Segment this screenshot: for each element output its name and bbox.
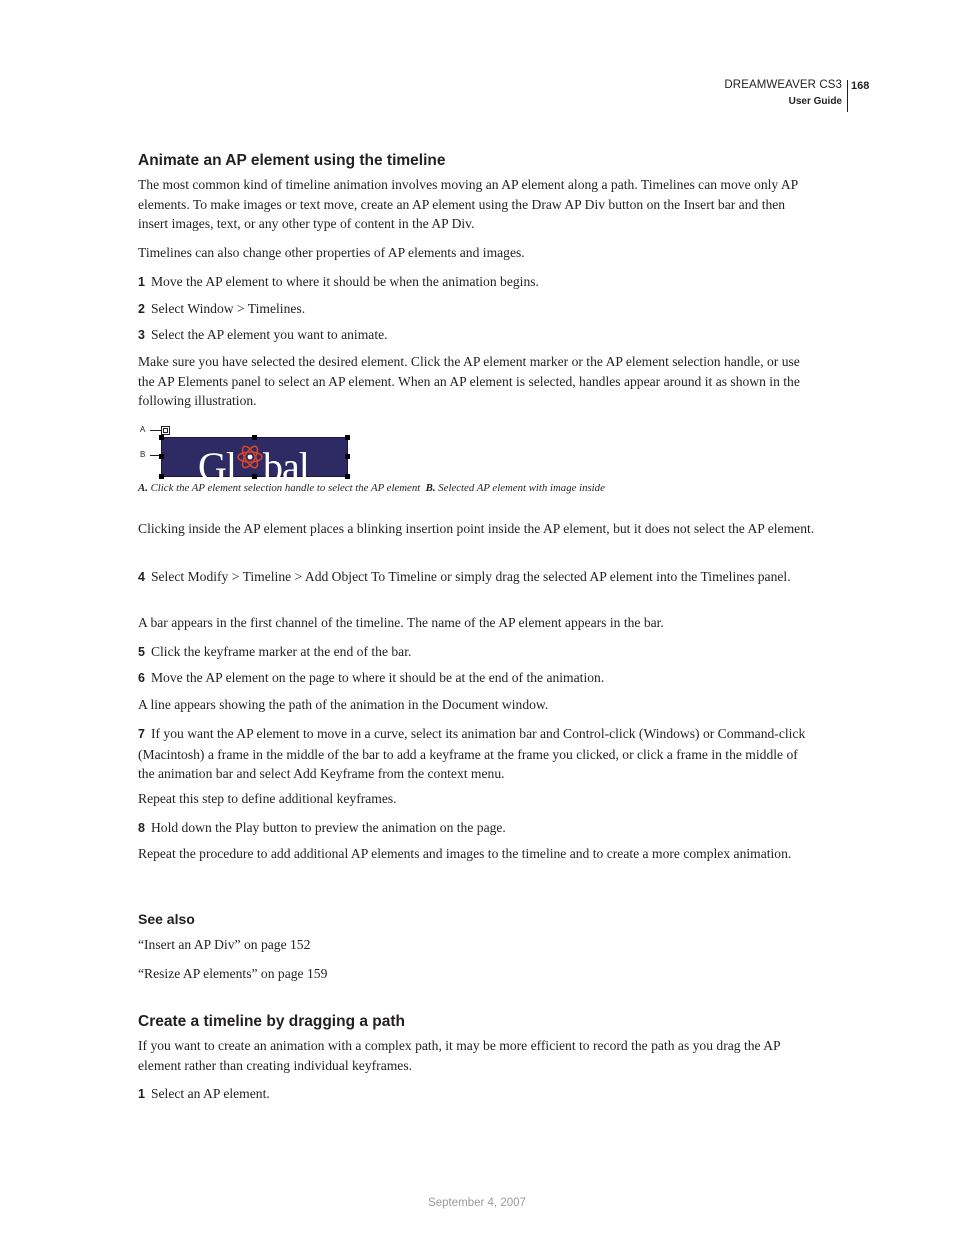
resize-handle-top[interactable] [252,435,257,440]
paragraph-repeat-step: Repeat this step to define additional keyframes. [138,791,397,806]
ap-element-illustration [138,424,358,489]
step-6 [138,668,816,689]
header-divider [847,80,848,112]
step-7 [138,724,816,784]
step-number: 1 [138,1087,145,1101]
caption-text-b: Selected AP element with image inside [438,482,605,494]
step-number: 8 [138,821,145,835]
resize-handle-bottom[interactable] [252,474,257,479]
step-number: 4 [138,570,145,584]
see-also-link-resize-ap-elements[interactable] [138,964,816,984]
step-text: Hold down the Play button to preview the animation on the page. [150,820,506,835]
running-header [0,79,954,113]
step-8 [138,818,816,839]
caption-key-a: A. [138,482,148,494]
paragraph-properties: Timelines can also change other properties of AP elements and images. [138,245,525,260]
footer-date: September 4, 2007 [428,1197,526,1209]
figure-caption [138,481,816,495]
paragraph-intro: The most common kind of timeline animation involves moving an AP element along a path. Timelines can move only AP elements. To make images or text move, create an AP element using the Draw AP Div button on the Insert bar and then insert images, text, or any other type of content in the AP Div. [138,177,798,231]
step-3 [138,325,816,346]
step-5 [138,642,816,663]
paragraph-line-appears: A line appears showing the path of the animation in the Document window. [138,697,549,712]
step-number: 6 [138,671,145,685]
selection-handle-icon[interactable] [161,426,170,435]
step-2 [138,299,816,320]
paragraph-bar-appears: A bar appears in the first channel of the timeline. The name of the AP element appears in the bar. [138,615,664,630]
resize-handle-right[interactable] [345,454,350,459]
step-text: Select an AP element. [150,1086,270,1101]
step-text: Select the AP element you want to animate. [150,327,388,342]
header-guide-title: User Guide [788,96,842,107]
see-also-heading: See also [138,911,195,927]
figure-label-a: A [140,425,146,434]
step-number: 3 [138,328,145,342]
step-4 [138,567,816,588]
step-select-ap-element [138,1084,816,1105]
resize-handle-bottom-right[interactable] [345,474,350,479]
link-text[interactable]: “Resize AP elements” on page 159 [138,966,328,981]
step-text: Select Window > Timelines. [150,301,306,316]
paragraph-complex-path: If you want to create an animation with a complex path, it may be more efficient to record the path as you drag the AP element rather than creating individual keyframes. [138,1038,781,1073]
resize-handle-top-left[interactable] [159,435,164,440]
step-text: If you want the AP element to move in a curve, select its animation bar and Control-click (Windows) or Command-click (Macintosh) a frame in the middle of the bar to add a keyframe at the frame you clicked, or click a frame in the middle of the animation bar and select Add Keyframe from the context menu. [138,726,806,781]
paragraph-selection: Make sure you have selected the desired element. Click the AP element marker or the AP element selection handle, or use the AP Elements panel to select an AP element. When an AP element is selected, handles appear around it as shown in the following illustration. [138,354,800,408]
atom-icon [236,443,264,471]
step-text: Move the AP element on the page to where it should be at the end of the animation. [150,670,605,685]
logo-text-end: bal [263,444,309,489]
link-text[interactable]: “Insert an AP Div” on page 152 [138,937,311,952]
resize-handle-bottom-left[interactable] [159,474,164,479]
step-number: 7 [138,727,145,741]
paragraph-insertion-point: Clicking inside the AP element places a blinking insertion point inside the AP element, but it does not select the AP element. [138,521,815,536]
section-heading-animate: Animate an AP element using the timeline [138,152,446,169]
see-also-link-insert-ap-div[interactable] [138,935,816,955]
callout-line-a [150,430,161,431]
step-1 [138,272,816,293]
caption-text-a: Click the AP element selection handle to select the AP element [150,482,421,494]
paragraph-repeat-procedure: Repeat the procedure to add additional AP elements and images to the timeline and to create a more complex animation. [138,846,792,861]
logo-text-start: Gl [198,444,236,489]
figure-label-b: B [140,450,146,459]
header-product-name: DREAMWEAVER CS3 [724,79,842,91]
step-number: 2 [138,302,145,316]
resize-handle-top-right[interactable] [345,435,350,440]
caption-key-b: B. [425,482,436,494]
step-number: 1 [138,275,145,289]
step-number: 5 [138,645,145,659]
step-text: Select Modify > Timeline > Add Object To Timeline or simply drag the selected AP element into the Timelines panel. [150,569,791,584]
resize-handle-left[interactable] [159,454,164,459]
step-text: Click the keyframe marker at the end of the bar. [150,644,412,659]
selected-ap-element[interactable] [161,437,348,489]
page-number: 168 [851,80,870,92]
step-text: Move the AP element to where it should be when the animation begins. [150,274,539,289]
section-heading-dragging-path: Create a timeline by dragging a path [138,1013,406,1030]
